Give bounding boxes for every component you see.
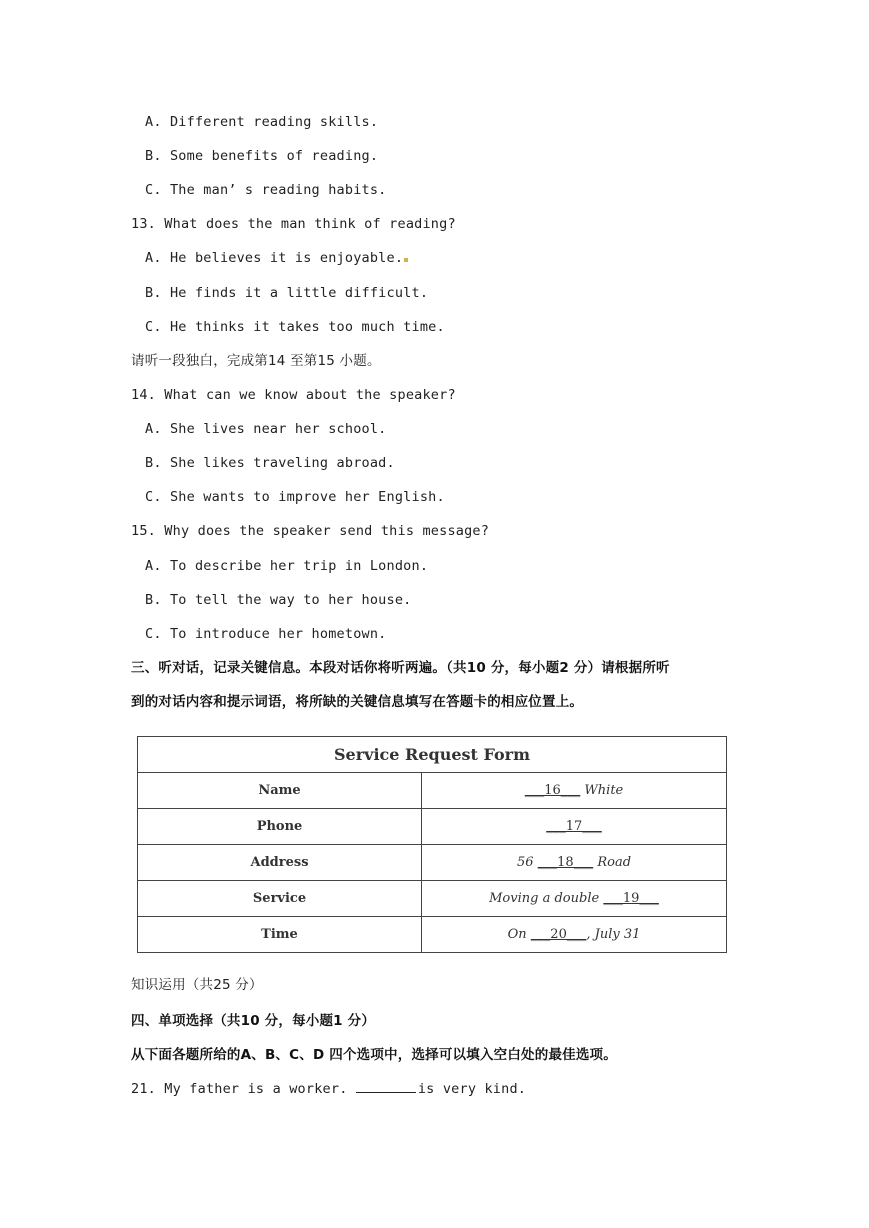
section3-instruction-line2: 到的对话内容和提示词语，将所缺的关键信息填写在答题卡的相应位置上。 [131,694,584,710]
form-value-pre: On [507,927,531,942]
form-blank: ___20___ [530,927,587,942]
q14-option-a: A. She lives near her school. [145,421,387,437]
form-value-pre: Moving a double [489,891,604,906]
form-label: Time [138,917,422,953]
section3-instruction-line1: 三、听对话，记录关键信息。本段对话你将听两遍。（共10 分，每小题2 分）请根据所听 [131,660,670,676]
q15-option-a: A. To describe her trip in London. [145,558,429,574]
form-value-post: Road [593,855,632,870]
q12-option-b: B. Some benefits of reading. [145,148,379,164]
q14-option-b: B. She likes traveling abroad. [145,455,395,471]
knowledge-heading: 知识运用（共25 分） [131,977,263,993]
q15-question: 15. Why does the speaker send this message? [131,523,490,539]
answer-blank [356,1080,416,1093]
q14-question: 14. What can we know about the speaker? [131,387,456,403]
service-request-form [137,736,727,953]
form-value-pre: 56 [516,855,538,870]
q21-text-before: 21. My father is a worker. [131,1081,356,1097]
form-value [422,773,727,809]
form-blank: ___19___ [603,891,659,906]
form-row-service [138,881,727,917]
form-value-post: White [580,783,624,798]
form-row-name [138,773,727,809]
q12-option-c: C. The man’ s reading habits. [145,182,387,198]
form-title: Service Request Form [138,737,727,773]
section4-heading: 四、单项选择（共10 分，每小题1 分） [131,1013,376,1029]
form-row-address [138,845,727,881]
form-label: Service [138,881,422,917]
q13-option-b: B. He finds it a little difficult. [145,285,429,301]
q14-option-c: C. She wants to improve her English. [145,489,445,505]
q21-text-after: is very kind. [417,1081,527,1097]
q15-option-c: C. To introduce her hometown. [145,626,387,642]
form-blank: ___18___ [537,855,594,870]
q12-option-a: A. Different reading skills. [145,114,379,130]
form-label: Address [138,845,422,881]
form-row-time [138,917,727,953]
form-label: Name [138,773,422,809]
form-blank: ___16___ [524,783,581,798]
q13-question: 13. What does the man think of reading? [131,216,456,232]
q21-question [131,1080,526,1098]
q13-option-a-text: A. He believes it is enjoyable. [145,250,404,266]
form-value [422,845,727,881]
form-row-phone [138,809,727,845]
form-value [422,917,727,953]
form-value-post: , July 31 [586,927,641,942]
q13-option-a [145,249,408,267]
highlight-mark [404,258,408,262]
q13-option-c: C. He thinks it takes too much time. [145,319,445,335]
form-value [422,809,727,845]
form-blank: ___17___ [546,819,602,834]
monologue-instruction: 请听一段独白，完成第14 至第15 小题。 [131,353,381,369]
section4-instruction: 从下面各题所给的A、B、C、D 四个选项中，选择可以填入空白处的最佳选项。 [131,1047,617,1063]
form-label: Phone [138,809,422,845]
form-value [422,881,727,917]
q15-option-b: B. To tell the way to her house. [145,592,412,608]
